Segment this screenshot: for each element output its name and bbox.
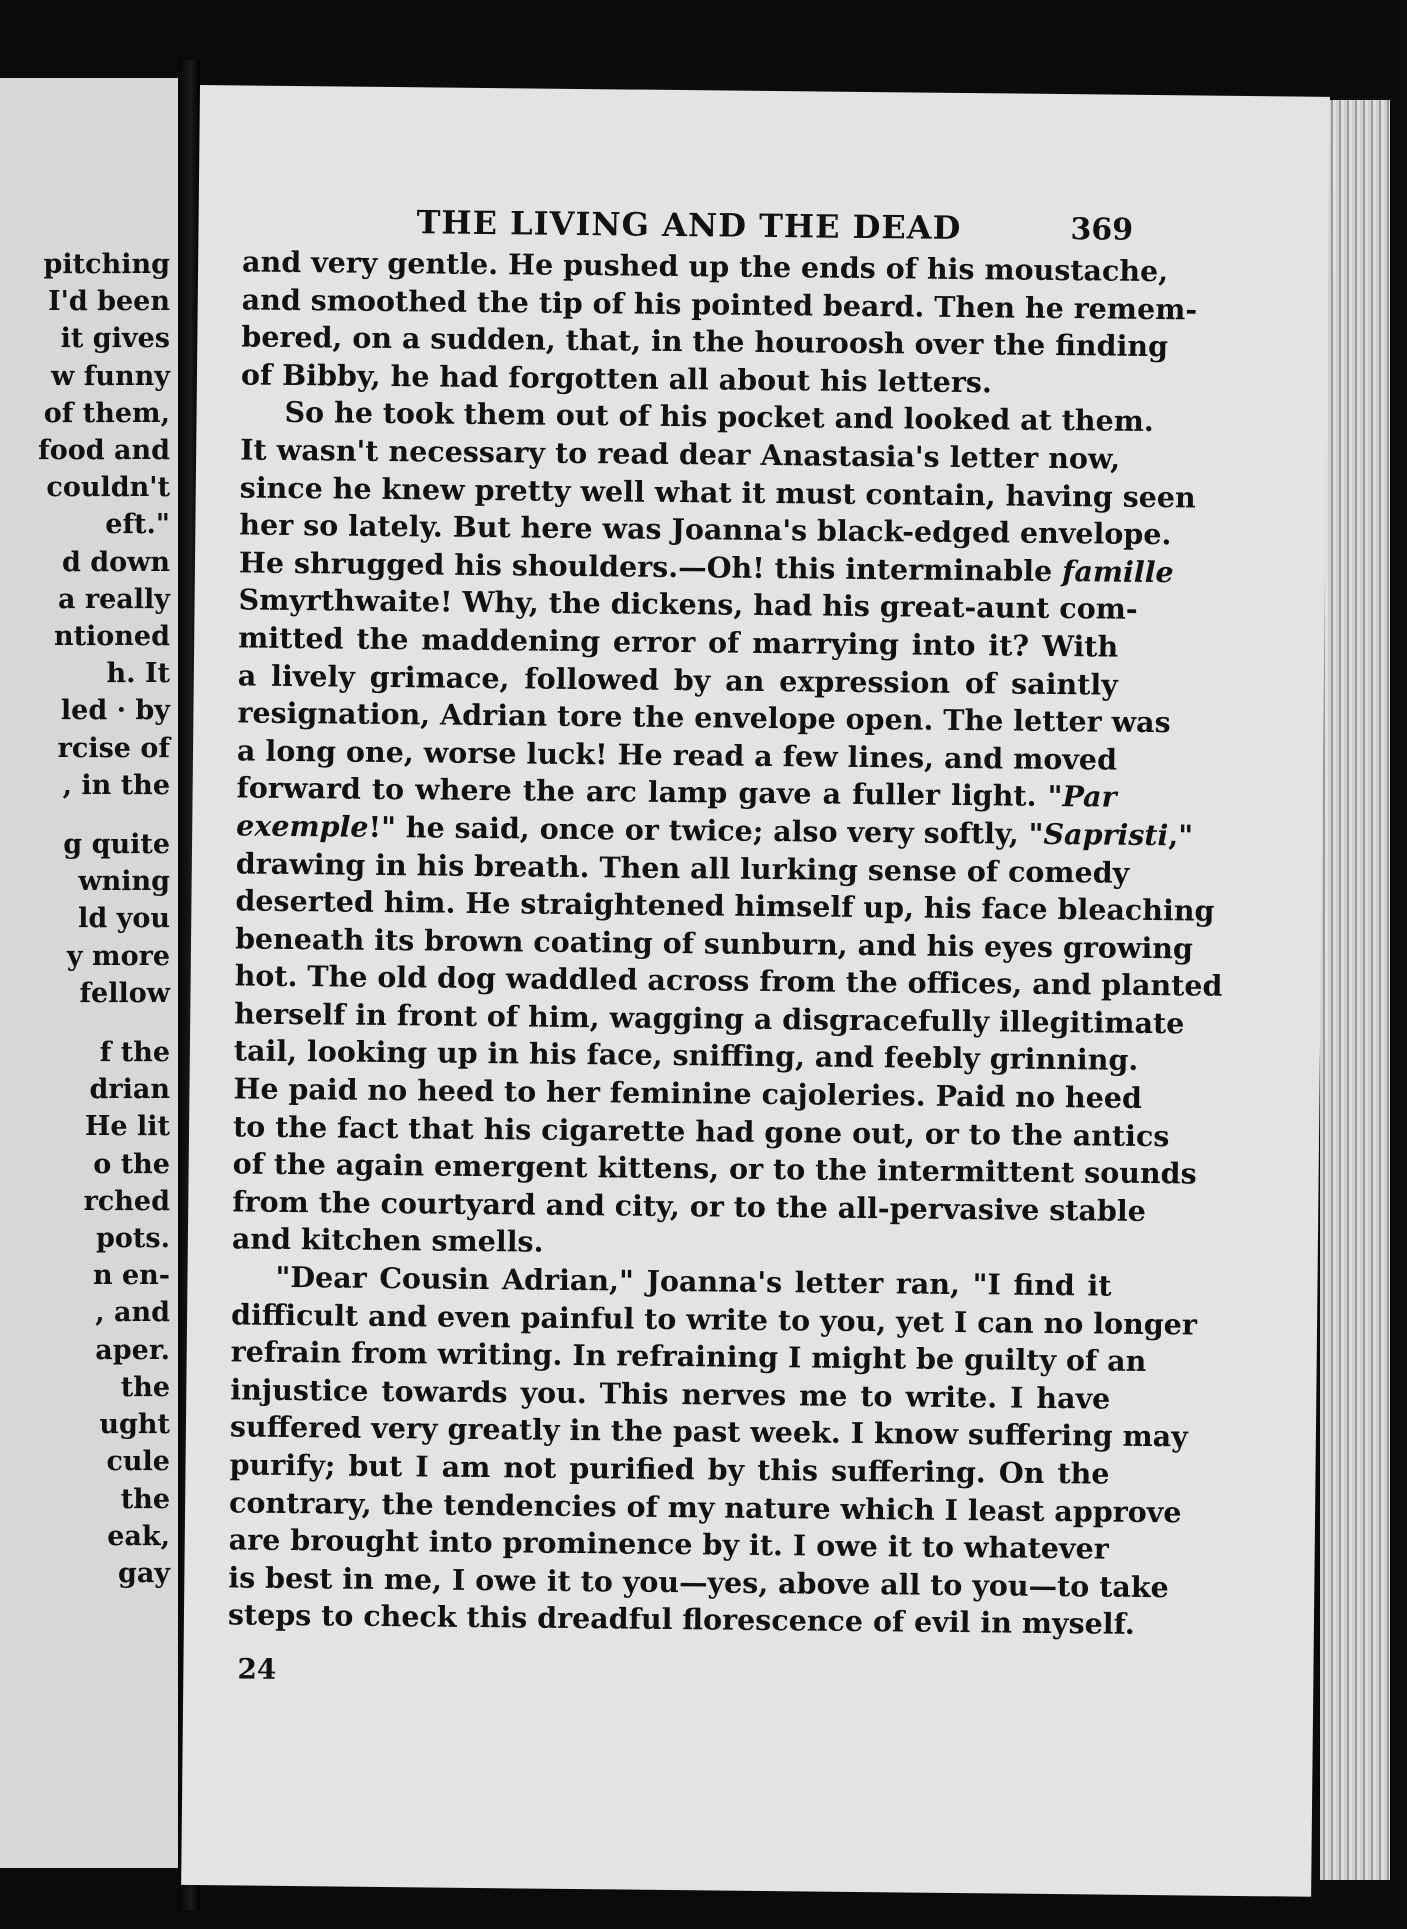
facing-page-line: eft." (105, 509, 170, 541)
facing-page-line: of them, (43, 397, 170, 429)
facing-page-line: wning (78, 866, 170, 898)
text-line: from the courtyard and city, or to the all-pervasive stable (232, 1184, 1147, 1228)
facing-page-fragment (0, 78, 178, 1868)
text-line: her so lately. But here was Joanna's black-edged envelope. (239, 507, 1172, 552)
signature-mark: 24 (237, 1652, 277, 1686)
text-line: forward to where the arc lamp gave a fuller light. "Par (236, 770, 1117, 814)
text-line: to the fact that his cigarette had gone out, or to the antics (232, 1109, 1170, 1153)
text-line: deserted him. He straightened himself up, his face bleaching (235, 883, 1215, 928)
text-line: steps to check this dreadful florescence of evil in myself. (227, 1597, 1135, 1642)
facing-page-line: ntioned (53, 621, 170, 653)
running-head: THE LIVING AND THE DEAD (416, 203, 962, 247)
facing-page-line: n en- (92, 1260, 170, 1292)
facing-page-line: aper. (95, 1334, 170, 1366)
text-line: a long one, worse luck! He read a few lines, and moved (236, 733, 1118, 777)
page-number: 369 (1070, 212, 1134, 248)
facing-page-line: rched (83, 1185, 170, 1217)
facing-page-line: pitching (43, 249, 170, 280)
text-line: suffered very greatly in the past week. I know suffering may (229, 1409, 1188, 1454)
facing-page-line: ught (99, 1409, 170, 1441)
line-gap (38, 1012, 170, 1034)
line-gap (38, 804, 170, 826)
facing-page-line: drian (89, 1074, 170, 1106)
page-edges (1320, 100, 1390, 1880)
book-page (181, 85, 1330, 1897)
body-text (227, 243, 1223, 1643)
text-line: is best in me, I owe it to you—yes, above all to you—to take (228, 1560, 1169, 1605)
facing-page-line: , in the (62, 769, 170, 801)
facing-page-line: , and (95, 1297, 170, 1329)
text-line: since he knew pretty well what it must contain, having seen (239, 470, 1196, 515)
text-line: hot. The old dog waddled across from the offices, and planted (234, 958, 1223, 1004)
text-line: mitted the maddening error of marrying into it? With (238, 620, 1119, 664)
text-line: a lively grimace, followed by an expression of saintly (237, 657, 1118, 702)
text-line: resignation, Adrian tore the envelope open. The letter was (237, 695, 1171, 740)
text-line: herself in front of him, wagging a disgracefully illegitimate (234, 996, 1185, 1041)
text-line: of Bibby, he had forgotten all about his letters. (240, 357, 993, 400)
facing-page-line: a really (58, 583, 170, 615)
text-line: injustice towards you. This nerves me to write. I have (230, 1372, 1111, 1416)
facing-page-line: it gives (60, 323, 170, 355)
facing-page-line: cule (106, 1446, 170, 1478)
text-line: and very gentle. He pushed up the ends of his moustache, (241, 244, 1169, 289)
text-line: difficult and even painful to write to you, yet I can no longer (230, 1297, 1198, 1342)
text-line: refrain from writing. In refraining I might be guilty of an (230, 1334, 1147, 1379)
text-line: It wasn't necessary to read dear Anastasia's letter now, (240, 432, 1121, 476)
text-line: contrary, the tendencies of my nature which I least approve (228, 1484, 1182, 1529)
facing-page-line: g quite (63, 829, 170, 861)
text-line: drawing in his breath. Then all lurking sense of comedy (235, 845, 1130, 890)
text-line: "Dear Cousin Adrian," Joanna's letter ran, "I find it (275, 1259, 1112, 1303)
facing-page-line: h. It (106, 658, 170, 690)
facing-page-line: pots. (96, 1223, 170, 1255)
facing-page-line: w funny (51, 360, 170, 392)
facing-page-line: rcise of (57, 732, 170, 764)
text-line: exemple!" he said, once or twice; also very softly, "Sapristi," (236, 808, 1194, 853)
text-line: and smoothed the tip of his pointed beard. Then he remem- (241, 282, 1198, 327)
text-line: of the again emergent kittens, or to the intermittent sounds (232, 1146, 1197, 1191)
text-line: purify; but I am not purified by this suffering. On the (229, 1447, 1110, 1491)
facing-page-line: f the (99, 1037, 170, 1069)
text-line: He paid no heed to her feminine cajoleries. Paid no heed (233, 1071, 1143, 1115)
text-line: beneath its brown coating of sunburn, and his eyes growing (234, 921, 1194, 966)
facing-page-text (38, 246, 170, 1592)
facing-page-line: d down (61, 546, 170, 578)
text-line: tail, looking up in his face, sniffing, and feebly grinning. (233, 1033, 1139, 1078)
text-line: So he took them out of his pocket and looked at them. (284, 395, 1154, 439)
facing-page-line: eak, (107, 1520, 170, 1552)
facing-page-line: ld you (78, 903, 170, 935)
facing-page-line: the (120, 1483, 170, 1515)
facing-page-line: gay (117, 1557, 170, 1589)
text-line: Smyrthwaite! Why, the dickens, had his great-aunt com- (238, 582, 1138, 627)
facing-page-line: y more (66, 940, 170, 972)
facing-page-line: couldn't (46, 472, 170, 504)
text-line: He shrugged his shoulders.—Oh! this interminable famille (238, 545, 1174, 589)
facing-page-line: fellow (79, 977, 170, 1009)
facing-page-line: the (120, 1371, 170, 1403)
facing-page-line: He lit (84, 1111, 170, 1143)
text-line: and kitchen smells. (231, 1221, 544, 1260)
facing-page-line: food and (38, 435, 170, 467)
text-line: bered, on a sudden, that, in the houroosh over the finding (241, 319, 1169, 364)
text-line: are brought into prominence by it. I owe it to whatever (228, 1522, 1109, 1566)
facing-page-line: I'd been (47, 286, 170, 318)
facing-page-line: o the (93, 1148, 170, 1180)
facing-page-line: led · by (60, 695, 170, 727)
